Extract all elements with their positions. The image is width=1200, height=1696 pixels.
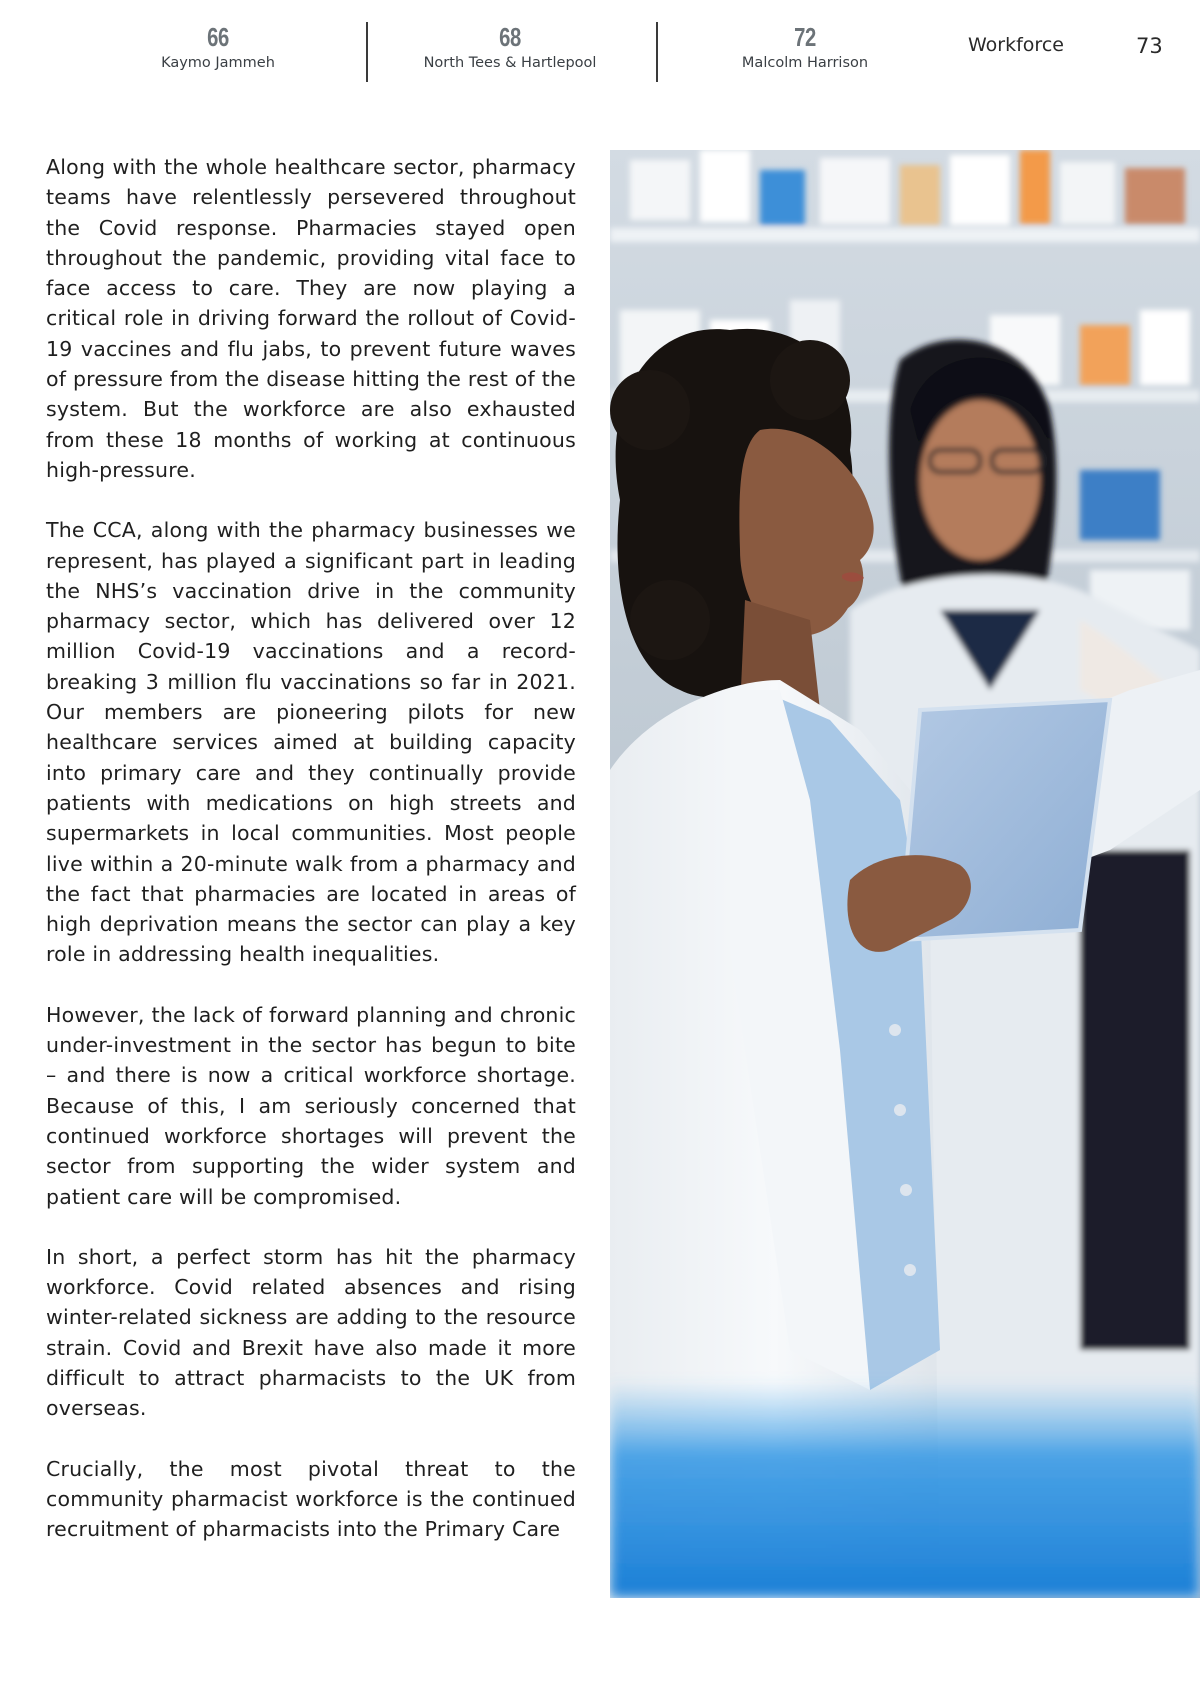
paragraph: Along with the whole healthcare sector, pharmacy teams have relentlessly persevered throughout the Covid response. Pharmacies stayed open throughout the pandemic, providing vital face to face access to care. They are now playing a critical role in driving forward the rollout of Covid-19 vaccines and flu jabs, to prevent future waves of pressure from the disease hitting the rest of the system. But the workforce are also exhausted from these 18 months of working at continuous high-pressure. [46,155,576,482]
paragraph: Crucially, the most pivotal threat to the community pharmacist workforce is the continued recruitment of pharmacists into the Primary Care [46,1456,576,1542]
pharmacists-photo [610,150,1200,1598]
paragraph: The CCA, along with the pharmacy businesses we represent, has played a significant part in leading the NHS’s vaccination drive in the community pharmacy sector, which has delivered over 12 million Covid-19 vaccinations and a record-breaking 3 million flu vaccinations so far in 2021. Our members are pioneering pilots for new healthcare services aimed at building capacity into primary care and they continually provide patients with medications on high streets and supermarkets in local communities. Most people live within a 20-minute walk from a pharmacy and the fact that pharmacies are located in areas of high deprivation means the sector can play a key role in addressing health inequalities. [46,518,576,967]
blurred-foreground [610,1380,1200,1598]
nav-link-page-number: 66 [207,22,229,52]
nav-link-title: Kaymo Jammeh [161,55,275,71]
paragraph: However, the lack of forward planning and chronic under-investment in the sector has begun to bite – and there is now a critical workforce shortage. Because of this, I am seriously concerned that continued workforce shortages will prevent the sector from supporting the wider system and patient care will be compromised. [46,1002,576,1209]
section-label: Workforce [968,34,1064,56]
nav-link-page-number: 68 [499,22,521,52]
nav-divider [656,22,658,82]
top-navigation [0,0,1200,100]
nav-divider [366,22,368,82]
article-body [46,152,576,1574]
nav-link-page-number: 72 [794,22,816,52]
nav-link-title: Malcolm Harrison [741,55,869,71]
page-number: 73 [1136,34,1163,58]
nav-link-kaymo-jammeh[interactable] [128,22,308,72]
nav-link-north-tees-hartlepool[interactable] [400,22,620,72]
nav-link-malcolm-harrison[interactable] [710,22,900,72]
nav-link-title: North Tees & Hartlepool [423,55,597,71]
paragraph: In short, a perfect storm has hit the pharmacy workforce. Covid related absences and rising winter-related sickness are adding to the resource strain. Covid and Brexit have also made it more difficult to attract pharmacists to the UK from overseas. [46,1244,576,1421]
